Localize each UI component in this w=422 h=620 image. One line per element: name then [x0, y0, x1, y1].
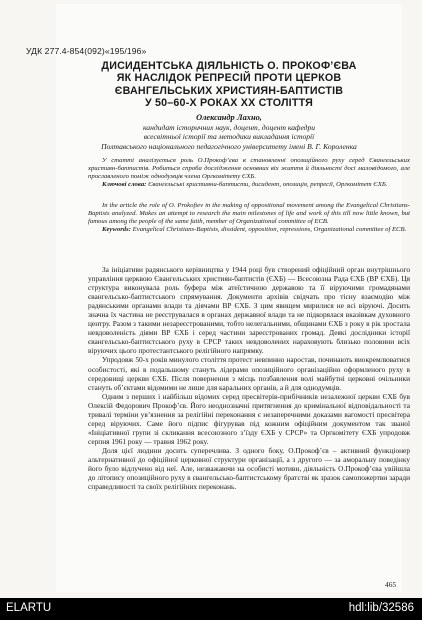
keywords-ukrainian [88, 181, 410, 189]
title-line: ЯК НАСЛІДОК РЕПРЕСІЙ ПРОТИ ЦЕРКОВ [116, 72, 342, 85]
abstract-text: У статті аналізується роль О.Прокоф’єва в становленні опозиційного руху серед Євангельських християн-баптистів. Робиться спроба дослідження основних віх життя й діяльності досі маловідомого, але прославленого поміж однодумців члена Оргкомітету ЄХБ. [88, 157, 410, 181]
author-affiliation [56, 123, 402, 151]
keywords-text: Євангельські християни-баптисти, дисидент, опозиція, репресії, Оргкомітет ЄХБ. [146, 181, 388, 189]
article-body [88, 265, 410, 491]
title-line: У 50–60-Х РОКАХ ХХ СТОЛІТТЯ [144, 96, 314, 109]
affiliation-line: кандидат історичних наук, доцент, доцент кафедри [142, 123, 316, 132]
article-title [56, 60, 402, 109]
udc-code: УДК 277.4-854(092)«195/196» [26, 46, 147, 56]
body-paragraph: Одним з перших і найбільш відомих серед пресвітерів-прибічників незалежної церкви ЄХБ був Олексій Федорович Прокоф’єв. Його неоднозначні притягнення до кримінальної відповідальності та тривалі терміни ув’язнення за релігійні переконання є незаперечними доказами вагомості пресвітера серед віруючих. Саме його підпис фігурував під кожним офіційним документом так званої «Ініціативної групи зі скликання всесоюзного з’їзду ЄХБ у СРСР» та Оргкомітету ЄХБ упродовж серпня 1961 року — травня 1962 року. [88, 391, 410, 446]
repository-name: ELARTU [6, 602, 52, 614]
title-line: ДИСИДЕНТСЬКА ДІЯЛЬНІСТЬ О. ПРОКОФ’ЄВА [101, 60, 357, 72]
affiliation-line: всесвітньої історії та методики викладання історії [143, 132, 315, 142]
abstract-english [88, 202, 410, 234]
title-line: ЄВАНГЕЛЬСЬКИХ ХРИСТИЯН-БАПТИСТІВ [114, 84, 344, 97]
keywords-label: Ключові слова: [102, 181, 147, 189]
handle-identifier: hdl:lib/32586 [348, 602, 414, 614]
body-paragraph: Доля цієї людини досить суперечлива. З одного боку, О.Прокоф’єв – активний функціонер альтернативної до офіційної церковної структури організації, а з другого — за аморальну поведінку його було відлучено від неї. Але, незважаючи на особисті мотиви, діяльність О.Прокоф’єва увійшла до літопису опозиційного руху в євангельсько-баптистському братстві як зразок самопожертви заради справедливості та своїх релігійних переконань. [88, 445, 410, 492]
author-name: Олександр Лахно, [196, 113, 262, 122]
affiliation-line: Полтавського національного педагогічного університету імені В. Г. Короленка [101, 141, 357, 151]
abstract-ukrainian [88, 157, 410, 189]
repository-footer [0, 598, 422, 620]
keywords-text: Evangelical Christians-Baptists, dissident, opposition, repressions, Organizational committee of ECB. [130, 226, 407, 234]
body-paragraph: За ініціативи радянського керівництва у 1944 році був створений офіційний орган внутрішнього управління церквою Євангельських християн-баптистів (ЄХБ) — Всесоюзна Рада ЄХБ (ВР ЄХБ). Ця структура виконувала роль буфера між атеїстичною державою та її віруючими громадянами євангельсько-баптистського спрямування. Документи архівів свідчать про тісну взаємодію між радянськими органами влади та діячами ВР ЄХБ. З цим явищем мирилися не всі віруючі. Досить значна їх частина не реєструвалася в органах державної влади та не підкорялася вказівкам духовного центру. Разом з такими незареєстрованими, тобто нелегальними, общинами ЄХБ з року в рік зростала невдоволеність діями ВР ЄХБ і серед частини зареєстрованих громад. Деякі дослідники історії євангельсько-баптистського руху в СРСР таких невдоволених нараховують близько половини всіх віруючих цього протестантського релігійного напрямку. [88, 265, 410, 356]
body-paragraph: Упродовж 50-х років минулого століття протест невпинно наростав, починають виокремлюватися особистості, які в подальшому стануть лідерами опозиційного організаційно оформленого руху в середовищі церкви ЄХБ. Після повернення з місць позбавлення волі майбутні церковні очільники стануть об’єктами відомими не лише для каральних органів, а й для однодумців. [88, 355, 410, 392]
keywords-english [88, 226, 410, 234]
keywords-label: Keywords: [102, 226, 131, 234]
abstract-text: In the article the role of O. Prokofiev in the making of oppositional movement among the Evangelical Christians-Baptists analyzed. Makes an attempt to research the main milestones of life and work of this till now little known, but famous among the people of the same faith, member of Organizational committee of ECB. [88, 202, 410, 226]
page-number: 465 [385, 580, 397, 589]
